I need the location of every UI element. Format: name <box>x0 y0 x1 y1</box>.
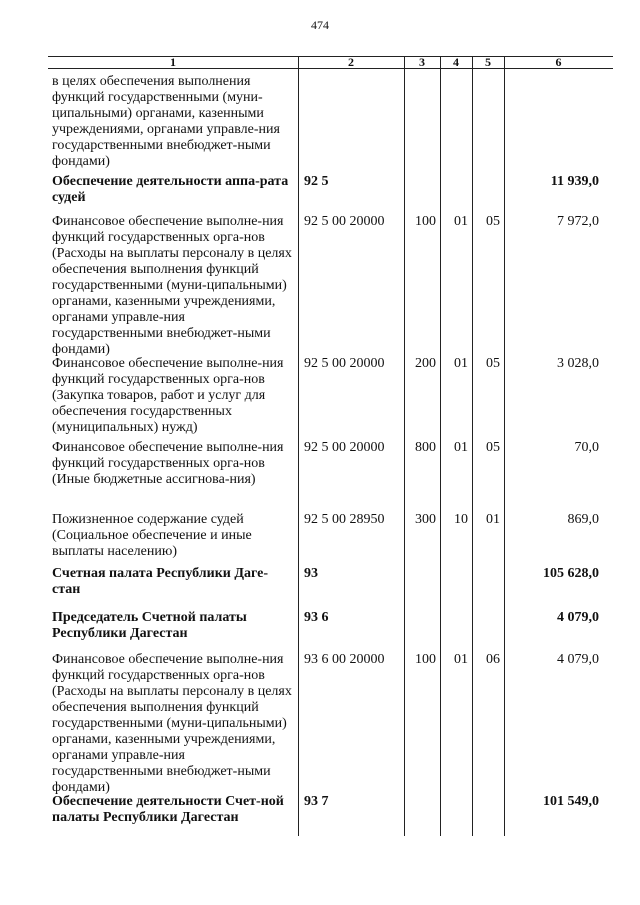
row-col-4: 01 <box>454 356 468 371</box>
row-code: 93 <box>304 566 318 581</box>
row-code: 92 5 <box>304 174 329 189</box>
row-amount: 3 028,0 <box>557 356 599 371</box>
row-col-5: 01 <box>486 512 500 527</box>
row-name: Финансовое обеспечение выполне-ния функций государственных орга-нов (Закупка товаров, работ и услуг для обеспечения государственных (муниципальных) нужд) <box>52 356 284 435</box>
column-divider <box>472 56 473 836</box>
row-col-3: 200 <box>415 356 436 371</box>
column-divider <box>298 56 299 836</box>
row-name: Пожизненное содержание судей (Социальное обеспечение и иные выплаты населению) <box>52 512 252 559</box>
header-bottom-border <box>48 68 613 69</box>
row-name: Председатель Счетной палаты Республики Дагестан <box>52 610 247 641</box>
row-col-3: 100 <box>415 214 436 229</box>
header-col-6: 6 <box>555 55 562 69</box>
row-name: в целях обеспечения выполнения функций государственными (муни-ципальными) органами, казенными учреждениями, органами управле-ния государственными внебюджет-ными фондами) <box>52 74 280 169</box>
row-name: Счетная палата Республики Даге-стан <box>52 566 269 597</box>
row-code: 92 5 00 20000 <box>304 356 385 371</box>
row-name: Обеспечение деятельности аппа-рата судей <box>52 174 289 205</box>
header-col-4: 4 <box>453 55 459 69</box>
header-col-2: 2 <box>348 55 354 69</box>
row-code: 93 6 <box>304 610 329 625</box>
row-amount: 7 972,0 <box>557 214 599 229</box>
row-name: Финансовое обеспечение выполне-ния функций государственных орга-нов (Расходы на выплаты персоналу в целях обеспечения выполнения функций государственными (муни-ципальными) органами, казенными учреждениями, органами управле-ния государственными внебюджет-ными фондами) <box>52 214 292 357</box>
row-name: Финансовое обеспечение выполне-ния функций государственных орга-нов (Иные бюджетные ассигнова-ния) <box>52 440 284 487</box>
row-col-4: 01 <box>454 440 468 455</box>
row-amount: 4 079,0 <box>557 610 599 625</box>
page-number: 474 <box>311 18 329 32</box>
budget-table <box>48 56 613 836</box>
row-name: Финансовое обеспечение выполне-ния функций государственных орга-нов (Расходы на выплаты персоналу в целях обеспечения выполнения функций государственными (муни-ципальными) органами, казенными учреждениями, органами управле-ния государственными внебюджет-ными фондами) <box>52 652 292 795</box>
row-amount: 101 549,0 <box>543 794 599 809</box>
row-amount: 869,0 <box>567 512 599 527</box>
row-col-3: 800 <box>415 440 436 455</box>
row-amount: 105 628,0 <box>543 566 599 581</box>
row-col-5: 06 <box>486 652 500 667</box>
column-divider <box>504 56 505 836</box>
column-divider <box>440 56 441 836</box>
header-col-1: 1 <box>170 55 176 69</box>
row-amount: 70,0 <box>574 440 599 455</box>
row-name: Обеспечение деятельности Счет-ной палаты Республики Дагестан <box>52 794 284 825</box>
row-amount: 11 939,0 <box>550 174 599 189</box>
row-code: 93 7 <box>304 794 329 809</box>
header-col-3: 3 <box>419 55 425 69</box>
header-col-5: 5 <box>485 55 491 69</box>
row-amount: 4 079,0 <box>557 652 599 667</box>
row-col-4: 10 <box>454 512 468 527</box>
column-divider <box>404 56 405 836</box>
row-col-4: 01 <box>454 652 468 667</box>
row-col-3: 300 <box>415 512 436 527</box>
row-col-5: 05 <box>486 356 500 371</box>
row-code: 93 6 00 20000 <box>304 652 385 667</box>
row-code: 92 5 00 20000 <box>304 440 385 455</box>
row-col-4: 01 <box>454 214 468 229</box>
row-col-5: 05 <box>486 440 500 455</box>
row-code: 92 5 00 28950 <box>304 512 385 527</box>
row-col-5: 05 <box>486 214 500 229</box>
row-code: 92 5 00 20000 <box>304 214 385 229</box>
row-col-3: 100 <box>415 652 436 667</box>
